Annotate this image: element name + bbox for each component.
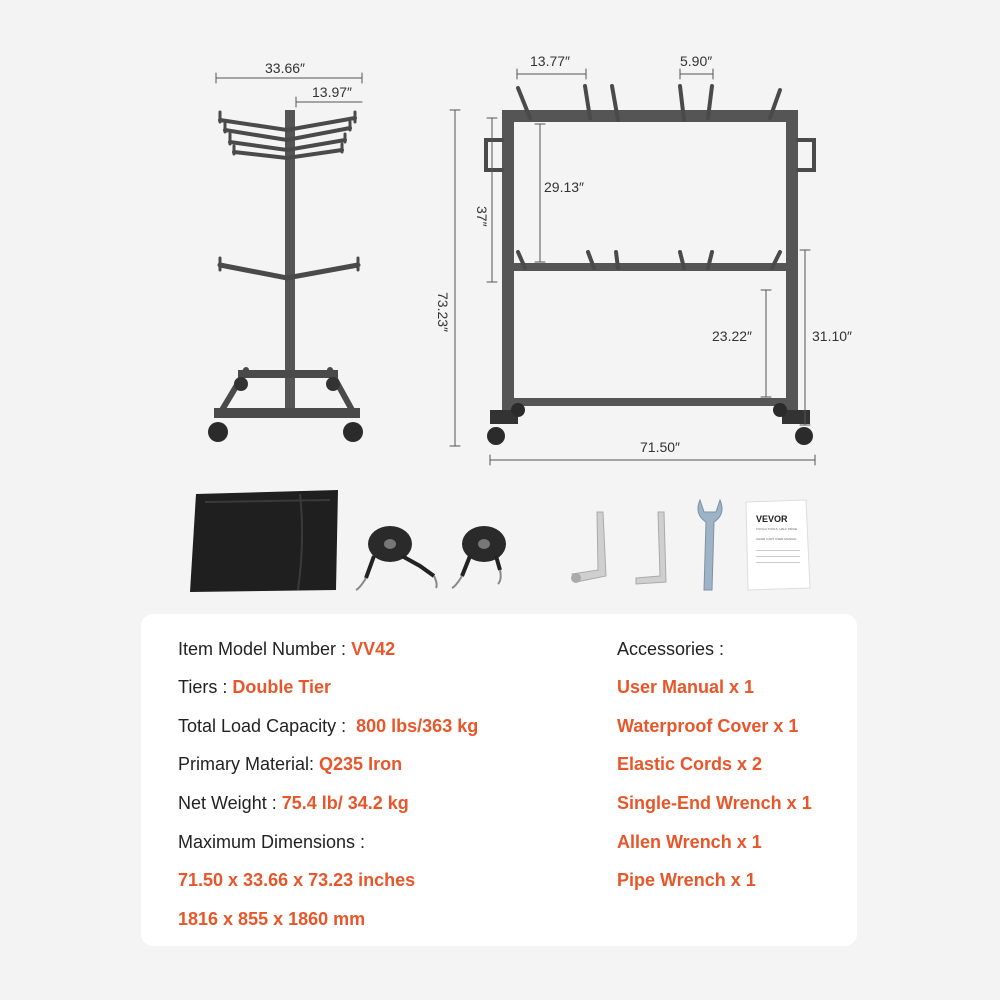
dim-lower-tier-outer: 31.10″ [812, 328, 852, 344]
dim-side-arm: 13.97″ [312, 84, 352, 100]
max-dim-mm: 1816 x 855 x 1860 mm [178, 909, 366, 929]
weight-label: Net Weight : [178, 793, 282, 813]
material-value: Q235 Iron [319, 754, 403, 774]
material-row [178, 754, 402, 775]
load-label: Total Load Capacity : [178, 716, 352, 736]
accessory-item: Allen Wrench x 1 [617, 832, 762, 852]
waterproof-cover-image [190, 490, 338, 592]
accessory-item: Single-End Wrench x 1 [617, 793, 812, 813]
elastic-cord-image-2 [452, 526, 506, 588]
accessory-item: Waterproof Cover x 1 [617, 716, 799, 736]
tiers-label: Tiers : [178, 677, 233, 697]
manual-brand: VEVOR [756, 514, 788, 524]
max-dim-label: Maximum Dimensions : [178, 832, 366, 852]
model-row [178, 639, 395, 660]
max-dim-inches-row [178, 870, 415, 891]
dim-upper-tier-inner: 29.13″ [544, 179, 584, 195]
max-dim-row [178, 832, 365, 853]
dim-front-top-right: 5.90″ [680, 53, 713, 69]
allen-wrench-image [636, 512, 666, 584]
manual-line2: CHAIR CART USER MANUAL [756, 537, 797, 541]
model-value: VV42 [351, 639, 396, 659]
max-dim-inches: 71.50 x 33.66 x 73.23 inches [178, 870, 416, 890]
accessories-title: Accessories : [617, 639, 725, 659]
side-view-cart [208, 73, 363, 442]
front-view-cart [450, 69, 815, 465]
load-value: 800 lbs/363 kg [356, 716, 479, 736]
material-label: Primary Material: [178, 754, 320, 774]
elastic-cord-image-1 [356, 526, 437, 590]
user-manual-image [746, 500, 810, 590]
model-label: Item Model Number : [178, 639, 352, 659]
dim-total-width: 71.50″ [640, 439, 680, 455]
accessory-item: Elastic Cords x 2 [617, 754, 763, 774]
dim-lower-tier-inner: 23.22″ [712, 328, 752, 344]
pipe-wrench-image [571, 512, 606, 583]
manual-line1: TOUGH TOOLS, HALF PRICE [756, 527, 798, 531]
load-row [178, 716, 478, 737]
dim-total-height: 73.23″ [435, 292, 451, 332]
accessory-item: User Manual x 1 [617, 677, 755, 697]
dim-side-width: 33.66″ [265, 60, 305, 76]
tiers-row [178, 677, 331, 698]
max-dim-mm-row [178, 909, 365, 930]
single-end-wrench-image [698, 500, 722, 590]
specs-card [141, 614, 857, 946]
weight-value: 75.4 lb/ 34.2 kg [281, 793, 409, 813]
dim-front-top-left: 13.77″ [530, 53, 570, 69]
weight-row [178, 793, 409, 814]
accessory-item: Pipe Wrench x 1 [617, 870, 756, 890]
dim-upper-tier-outer: 37″ [474, 206, 490, 227]
tiers-value: Double Tier [232, 677, 332, 697]
